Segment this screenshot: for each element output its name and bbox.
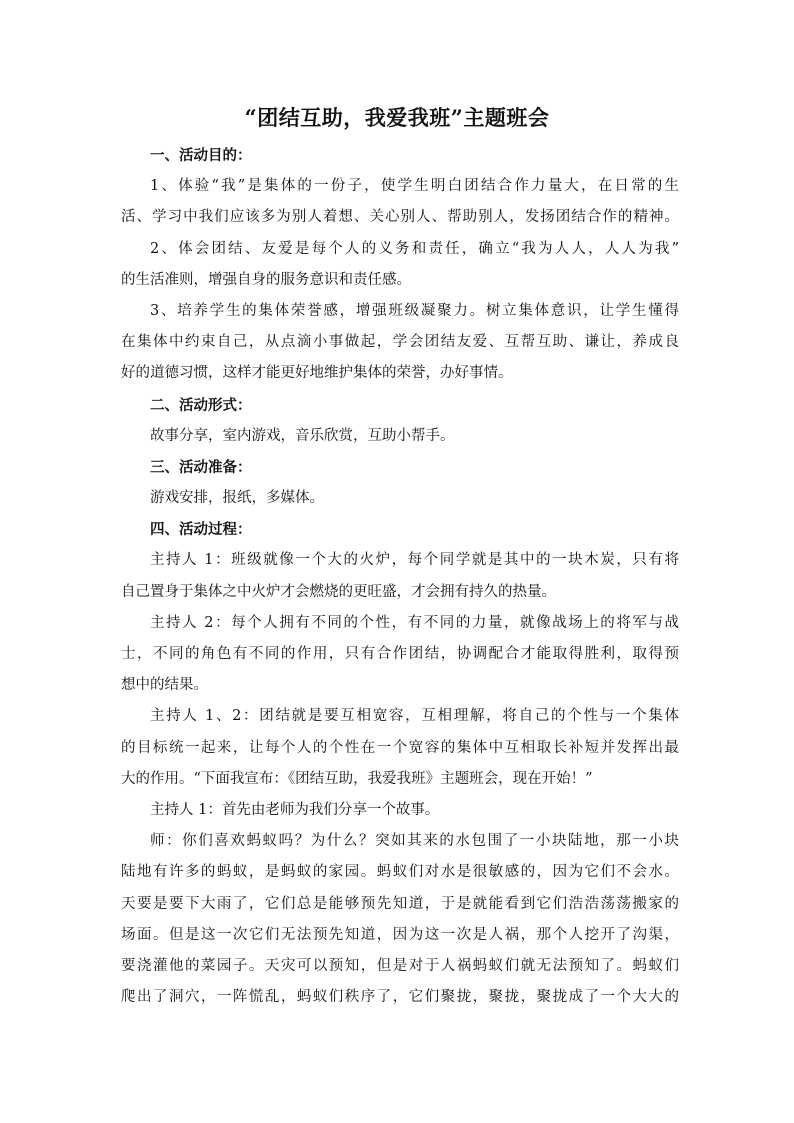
paragraph-line: 场面。但是这一次它们无法预先知道，因为这一次是人祸，那个人挖开了沟渠， <box>121 926 679 943</box>
document-body <box>121 140 679 1013</box>
paragraph-line: 士，不同的角色有不同的作用，只有合作团结，协调配合才能取得胜利，取得预 <box>121 646 679 662</box>
paragraph-line: 自己置身于集体之中火炉才会燃烧的更旺盛，才会拥有持久的热量。 <box>121 583 556 600</box>
section-heading: 四、活动过程： <box>150 521 252 539</box>
paragraph-line: 陆地有许多的蚂蚁，是蚂蚁的家园。蚂蚁们对水是很敏感的，因为它们不会水。 <box>121 864 679 881</box>
paragraph-line: 1、体验“我”是集体的一份子，使学生明白团结合作力量大，在日常的生 <box>150 178 679 195</box>
paragraph-line: 故事分享，室内游戏，音乐欣赏，互助小帮手。 <box>150 427 455 444</box>
paragraph-line: 要浇灌他的菜园子。天灾可以预知，但是对于人祸蚂蚁们就无法预知了。蚂蚁们 <box>121 957 679 974</box>
paragraph-line: 2、体会团结、友爱是每个人的义务和责任，确立“我为人人，人人为我” <box>150 240 679 257</box>
paragraph-line: 师：你们喜欢蚂蚁吗？为什么？突如其来的水包围了一小块陆地，那一小块 <box>150 833 679 850</box>
paragraph-line: 的生活准则，增强自身的服务意识和责任感。 <box>121 271 411 288</box>
section-heading: 三、活动准备： <box>150 458 252 476</box>
paragraph-line: 活、学习中我们应该多为别人着想、关心别人、帮助别人，发扬团结合作的精神。 <box>121 209 679 226</box>
paragraph-line: 游戏安排，报纸，多媒体。 <box>150 490 324 507</box>
paragraph-line: 主持人 1、2：团结就是要互相宽容，互相理解，将自己的个性与一个集体 <box>150 708 679 725</box>
section-heading: 一、活动目的： <box>150 147 252 164</box>
paragraph-line: 主持人 1：首先由老师为我们分享一个故事。 <box>150 801 440 818</box>
paragraph-line: 爬出了洞穴，一阵慌乱，蚂蚁们秩序了，它们聚拢，聚拢，聚拢成了一个大大的 <box>121 989 679 1006</box>
paragraph-line: 主持人 2：每个人拥有不同的个性，有不同的力量，就像战场上的将军与战 <box>150 614 679 631</box>
paragraph-line: 想中的结果。 <box>121 677 208 694</box>
paragraph-line: 天要是要下大雨了，它们总是能够预先知道，于是就能看到它们浩浩荡荡搬家的 <box>121 895 679 912</box>
paragraph-line: 好的道德习惯，这样才能更好地维护集体的荣誉，办好事情。 <box>121 365 513 382</box>
section-heading: 二、活动形式： <box>150 396 252 414</box>
paragraph-line: 的目标统一起来，让每个人的个性在一个宽容的集体中互相取长补短并发挥出最 <box>121 739 679 756</box>
paragraph-line: 3、培养学生的集体荣誉感，增强班级凝聚力。树立集体意识，让学生懂得 <box>150 302 679 319</box>
document-title: “团结互助，我爱我班”主题班会 <box>244 105 550 130</box>
paragraph-line: 大的作用。“下面我宣布：《团结互助，我爱我班》主题班会，现在开始！” <box>121 770 593 787</box>
paragraph-line: 在集体中约束自己，从点滴小事做起，学会团结友爱、互帮互助、谦让，养成良 <box>121 334 679 351</box>
paragraph-line: 主持人 1：班级就像一个大的火炉，每个同学就是其中的一块木炭，只有将 <box>150 552 679 569</box>
